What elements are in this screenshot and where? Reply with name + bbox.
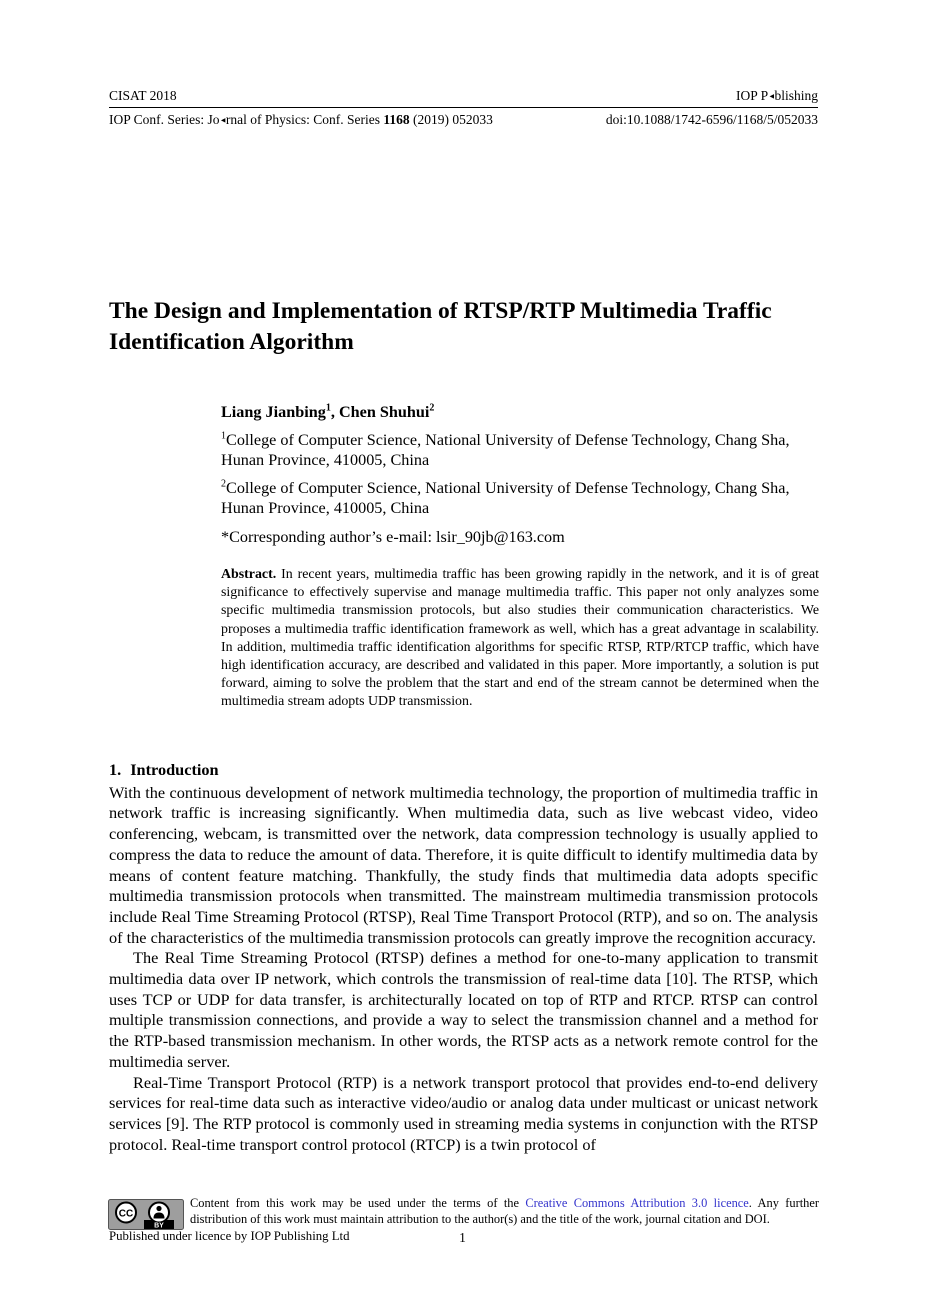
body-paragraph: The Real Time Streaming Protocol (RTSP) defines a method for one-to-many application to transmit multimedia data over IP network, which controls the transmission of real-time data [10]. The RTSP, which uses TCP or UDP for data transfer, is architecturally located on top of RTP and RTCP. RTSP can control multiple transmission connections, and provide a way to select the transmission channel and a method for the RTP-based transmission mechanism. In other words, the RTSP acts as a network remote control for the multimedia server. (109, 948, 818, 1071)
cc-label: CC (118, 1208, 134, 1220)
author-affiliation-ref: 2 (429, 402, 435, 414)
affiliation-text: College of Computer Science, National University of Defense Technology, Chang Sha, Hunan Province, 410005, China (221, 431, 790, 469)
author-affiliation-ref: 1 (325, 402, 331, 414)
abstract-label: Abstract. (221, 567, 277, 582)
affiliation-text: College of Computer Science, National University of Defense Technology, Chang Sha, Hunan Province, 410005, China (221, 479, 790, 517)
cc-by-badge-icon (108, 1199, 184, 1230)
header-divider (109, 107, 818, 108)
publisher-name: IOP P◄blishing (736, 88, 818, 103)
author-separator: , (330, 403, 339, 421)
license-text: . Any further distribution of this work must maintain attribution to the author(s) and the title of the work, journal citation and DOI. (190, 1196, 819, 1226)
authors-line (221, 403, 434, 422)
author-name: Liang Jianbing (221, 403, 326, 421)
glyph-artifact: ◄ (768, 91, 775, 101)
header-top-row (109, 88, 818, 104)
abstract-text: In recent years, multimedia traffic has been growing rapidly in the network, and it is of great significance to effectively supervise and manage multimedia traffic. This paper not only analyzes some specific multimedia transmission protocols, but also studies their communication characteristics. We proposes a multimedia traffic identification framework as well, which has a great advantage in scalability. In addition, multimedia traffic identification algorithms for specific RTSP, RTP/RTCP traffic, which have high identification accuracy, are described and validated in this paper. More importantly, a solution is put forward, aiming to solve the problem that the start and end of the stream cannot be determined when the multimedia stream adopts UDP transmission. (221, 567, 819, 710)
section-heading (109, 760, 818, 781)
corresponding-author-email: *Corresponding author’s e-mail: lsir_90jb@163.com (221, 528, 565, 546)
body-paragraph: With the continuous development of network multimedia technology, the proportion of multimedia traffic in network traffic is increasing significantly. When multimedia data, such as live webcast video, video conferencing, webcam, is transmitted over the network, data compression technology is usually applied to compress the data to reduce the amount of data. Therefore, it is quite difficult to identify multimedia data by means of content feature matching. Thankfully, the study finds that multimedia data adopts specific multimedia transmission protocols when transmitted. The mainstream multimedia transmission protocols include Real Time Streaming Protocol (RTSP), Real Time Transport Protocol (RTP), and so on. The analysis of the characteristics of the multimedia transmission protocols can greatly improve the recognition accuracy. (109, 782, 818, 947)
section-number: 1. (109, 760, 122, 779)
doi: doi:10.1088/1742-6596/1168/5/052033 (605, 112, 818, 128)
license-statement (190, 1196, 819, 1228)
abstract (221, 566, 819, 712)
section-introduction (109, 760, 818, 1155)
section-title: Introduction (130, 760, 219, 779)
affiliation-marker: 2 (221, 478, 227, 490)
glyph-artifact: ◄ (219, 115, 226, 125)
header-citation-row (109, 112, 818, 128)
published-statement: Published under licence by IOP Publishing Ltd (109, 1229, 350, 1243)
author-name: Chen Shuhui (338, 403, 430, 421)
person-head (156, 1206, 161, 1211)
creative-commons-link[interactable]: Creative Commons Attribution 3.0 licence (525, 1196, 749, 1210)
affiliation-marker: 1 (221, 430, 227, 442)
paper-title: The Design and Implementation of RTSP/RTP Multimedia Traffic Identification Algorithm (109, 298, 772, 355)
volume-number: 1168 (383, 112, 410, 128)
affiliation-1 (221, 430, 801, 470)
body-paragraph: Real-Time Transport Protocol (RTP) is a network transport protocol that provides end-to-end delivery services for real-time data such as interactive video/audio or analog data under multicast or unicast network services [9]. The RTP protocol is commonly used in streaming media systems in conjunction with the RTSP protocol. Real-time transport control protocol (RTCP) is a twin protocol of (109, 1072, 818, 1154)
license-text: Content from this work may be used under the terms of the (190, 1196, 526, 1210)
by-label: BY (154, 1222, 164, 1230)
page-number: 1 (459, 1230, 466, 1245)
conference-name: CISAT 2018 (109, 88, 177, 103)
journal-citation: IOP Conf. Series: Jo◄rnal of Physics: Conf. Series 1168 (2019) 052033 (109, 112, 493, 128)
affiliation-2 (221, 478, 801, 518)
journal-header (109, 88, 818, 129)
